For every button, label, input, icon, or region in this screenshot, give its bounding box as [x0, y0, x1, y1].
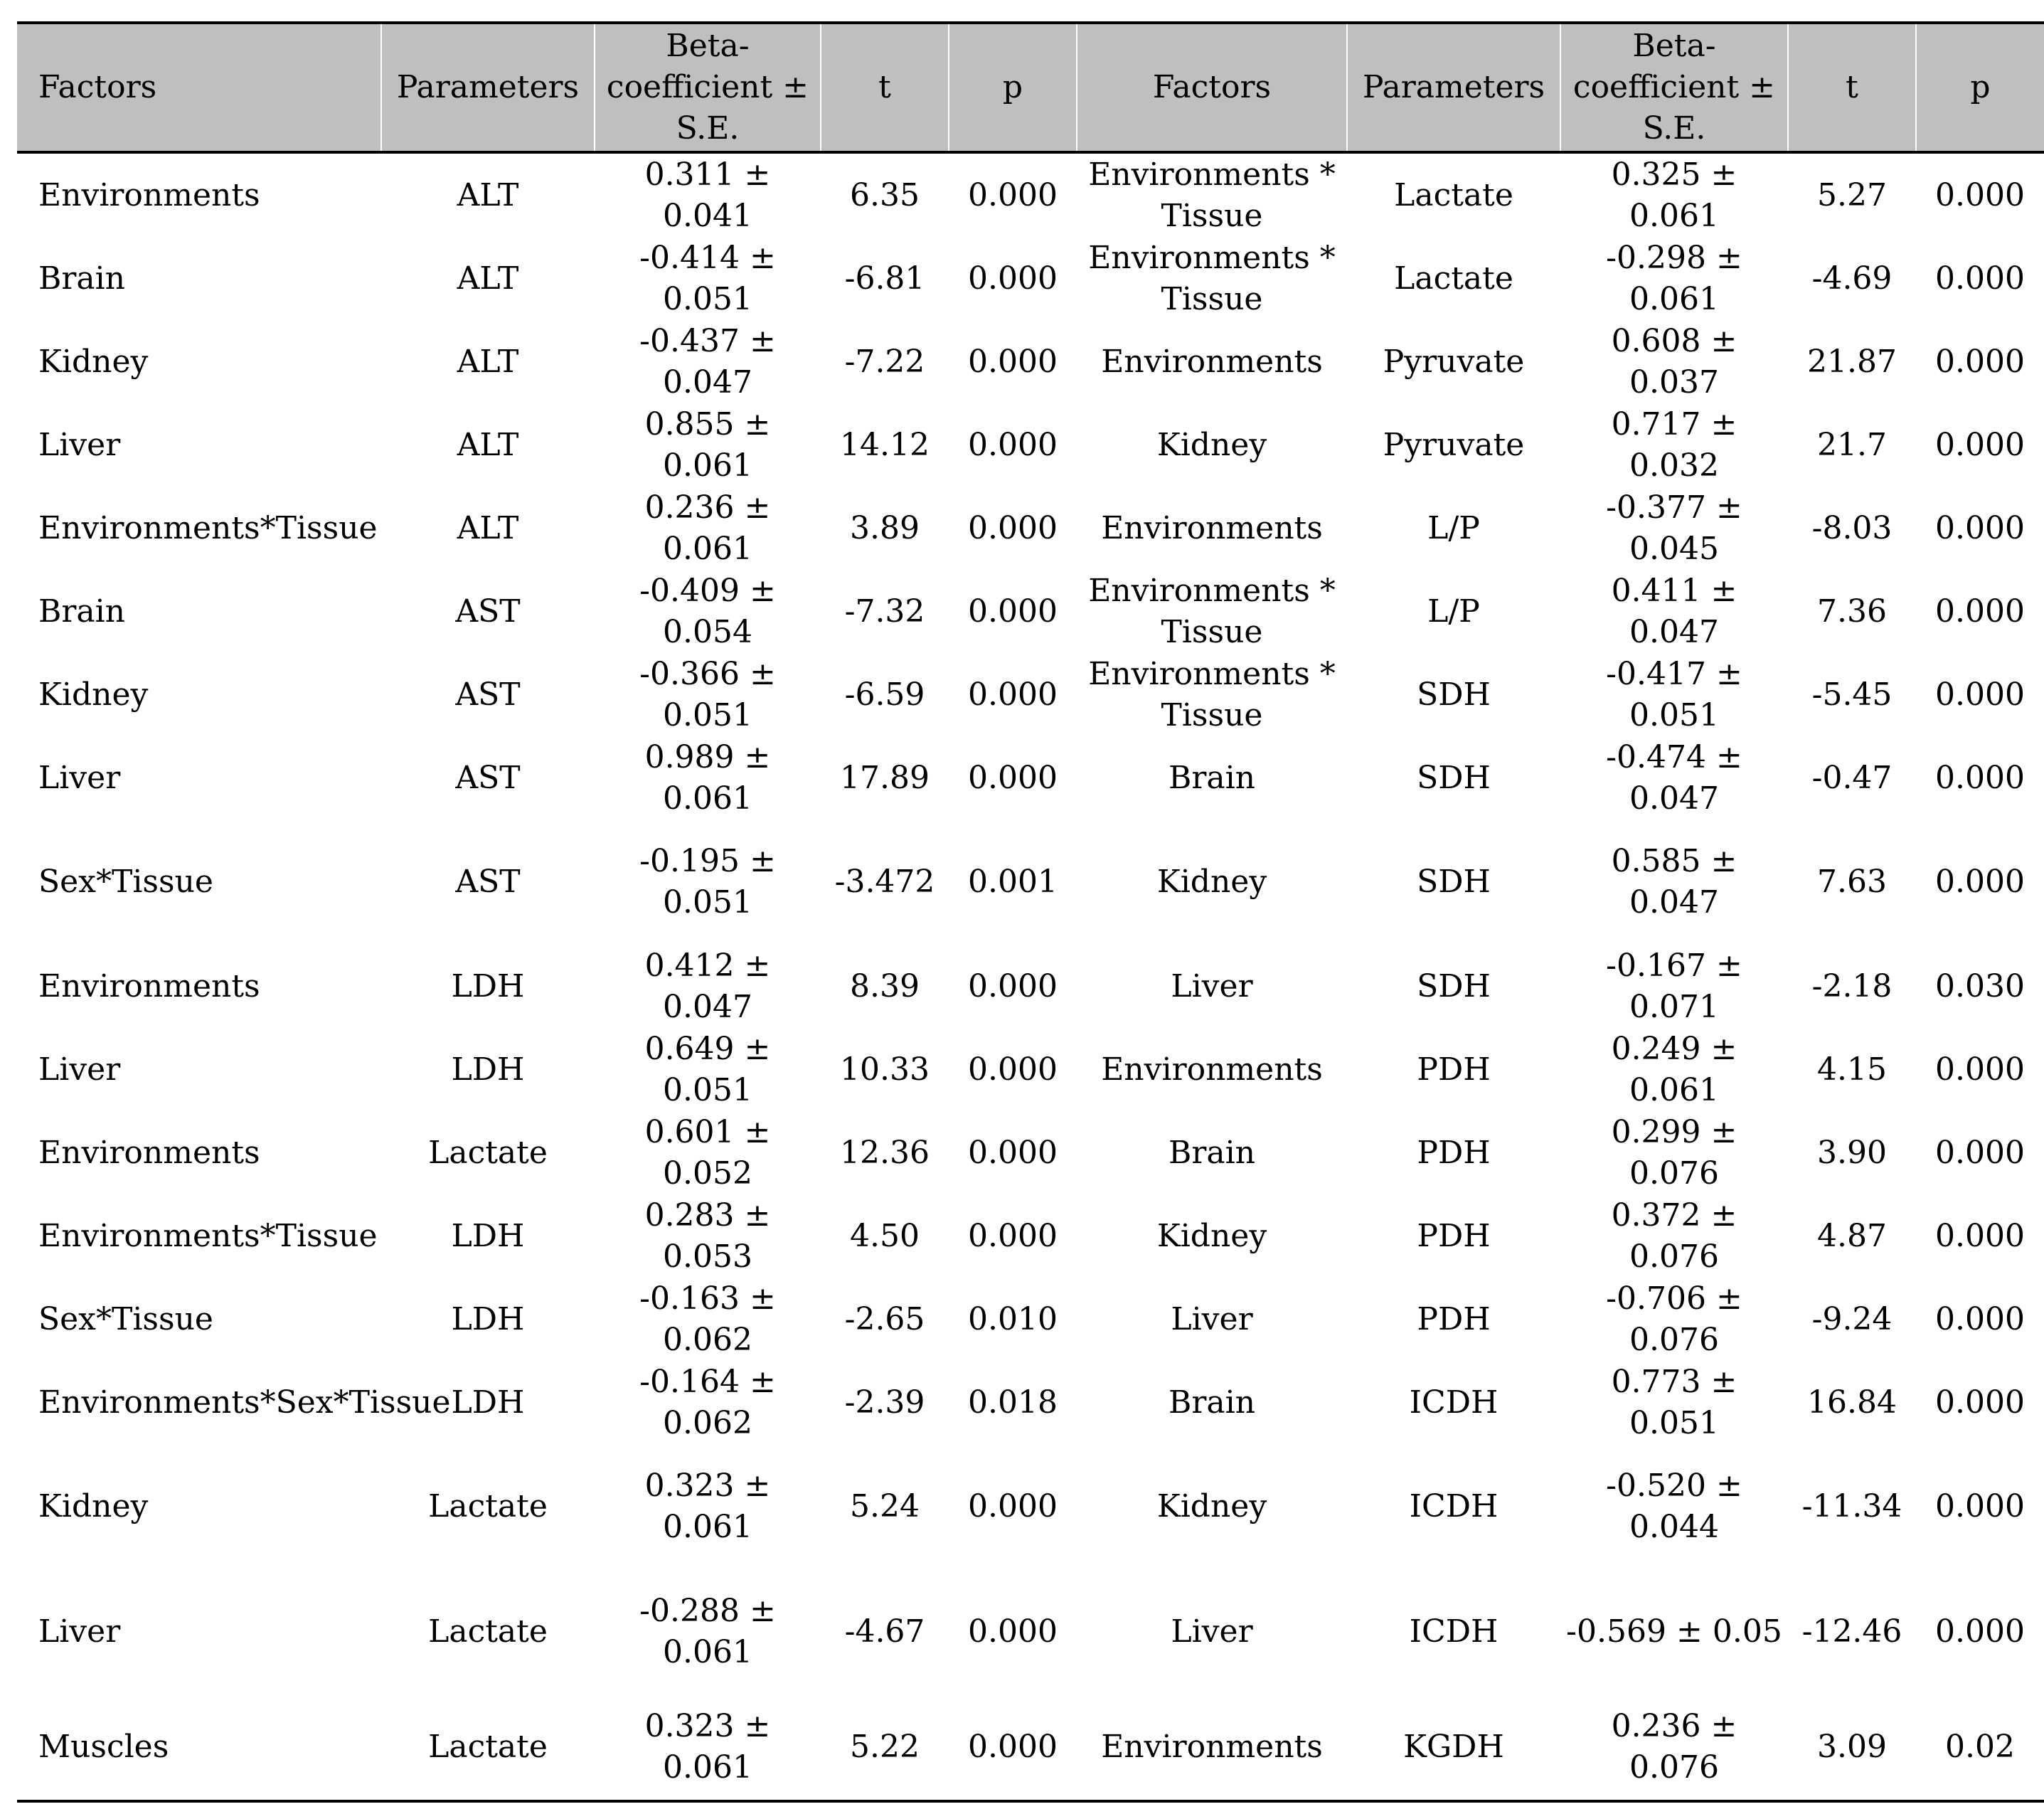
table-body	[17, 152, 2044, 1801]
cell-beta-2: 0.325 ± 0.061	[1611, 156, 1737, 234]
cell-parameter: LDH	[451, 1300, 525, 1337]
cell-t-2: -4.69	[1811, 260, 1893, 297]
cell-parameter: Lactate	[428, 1729, 548, 1765]
cell-t-2: 3.09	[1817, 1729, 1887, 1765]
cell-beta: 0.855 ± 0.061	[644, 405, 771, 484]
cell-parameter: AST	[455, 759, 521, 796]
table-row	[17, 237, 2044, 320]
cell-t: 8.39	[850, 967, 920, 1004]
cell-beta: 0.601 ± 0.052	[644, 1113, 771, 1192]
cell-t: -4.67	[844, 1613, 925, 1650]
header-p-2: p	[1970, 69, 1991, 105]
cell-parameter-2: KGDH	[1403, 1729, 1504, 1765]
cell-p-2: 0.000	[1935, 1488, 2025, 1524]
cell-t: 5.22	[850, 1729, 920, 1765]
cell-p-2: 0.000	[1935, 1613, 2025, 1650]
regression-table	[17, 21, 2044, 1803]
cell-factor: Liver	[38, 426, 121, 463]
cell-beta-2: 0.299 ± 0.076	[1611, 1113, 1737, 1192]
cell-factor-2: Liver	[1171, 1300, 1253, 1337]
cell-parameter-2: ICDH	[1409, 1488, 1499, 1524]
cell-parameter: ALT	[457, 260, 519, 297]
cell-t-2: 7.36	[1817, 593, 1887, 630]
cell-beta: 0.323 ± 0.061	[644, 1468, 771, 1545]
cell-parameter-2: Pyruvate	[1383, 343, 1525, 380]
table-row	[17, 1694, 2044, 1801]
cell-t: -2.39	[844, 1384, 925, 1421]
cell-t: -6.59	[844, 676, 925, 713]
cell-beta-2: 0.372 ± 0.076	[1611, 1197, 1737, 1275]
cell-parameter-2: PDH	[1417, 1051, 1491, 1088]
table-row	[17, 1444, 2044, 1569]
cell-beta: 0.412 ± 0.047	[644, 947, 771, 1025]
cell-beta: 0.311 ± 0.041	[644, 156, 771, 234]
cell-t: 5.24	[850, 1488, 920, 1524]
cell-p-2: 0.000	[1935, 1217, 2025, 1254]
cell-parameter: ALT	[457, 343, 519, 380]
cell-factor-2: Environments * Tissue	[1088, 572, 1336, 650]
cell-p-2: 0.000	[1935, 676, 2025, 713]
cell-t-2: -0.47	[1811, 759, 1893, 796]
cell-p: 0.000	[968, 1134, 1058, 1171]
table-row	[17, 945, 2044, 1028]
cell-beta: 0.283 ± 0.053	[644, 1197, 771, 1275]
cell-p-2: 0.000	[1935, 509, 2025, 546]
cell-beta: -0.366 ± 0.051	[639, 655, 776, 733]
cell-parameter-2: SDH	[1417, 967, 1491, 1004]
cell-p-2: 0.000	[1935, 593, 2025, 630]
cell-parameter-2: SDH	[1417, 676, 1491, 713]
cell-parameter: LDH	[451, 1051, 525, 1088]
cell-factor-2: Brain	[1168, 1134, 1255, 1171]
cell-parameter-2: ICDH	[1409, 1384, 1499, 1421]
table-row	[17, 1361, 2044, 1444]
cell-beta-2: -0.377 ± 0.045	[1606, 489, 1742, 567]
cell-parameter: Lactate	[428, 1488, 548, 1524]
cell-factor-2: Brain	[1168, 1384, 1255, 1421]
header-factors-2: Factors	[1077, 23, 1347, 152]
cell-beta: -0.437 ± 0.047	[639, 322, 776, 401]
table-row	[17, 1111, 2044, 1194]
cell-parameter: LDH	[451, 1384, 525, 1421]
cell-t-2: -2.18	[1811, 967, 1893, 1004]
cell-p-2: 0.030	[1935, 967, 2025, 1004]
cell-p-2: 0.000	[1935, 864, 2025, 900]
cell-t-2: 4.87	[1817, 1217, 1887, 1254]
cell-t: 3.89	[850, 509, 920, 546]
cell-t: -6.81	[844, 260, 925, 297]
cell-factor: Environments	[38, 1134, 260, 1171]
cell-factor: Kidney	[38, 676, 149, 713]
table-row	[17, 653, 2044, 736]
cell-factor-2: Environments	[1101, 1051, 1323, 1088]
header-parameters-2: Parameters	[1347, 23, 1560, 152]
cell-beta-2: -0.569 ± 0.05	[1566, 1613, 1782, 1650]
cell-beta-2: -0.167 ± 0.071	[1606, 947, 1742, 1025]
cell-factor-2: Environments * Tissue	[1088, 239, 1336, 317]
cell-beta: -0.164 ± 0.062	[639, 1363, 776, 1441]
cell-parameter: LDH	[451, 967, 525, 1004]
cell-parameter: LDH	[451, 1217, 525, 1254]
cell-parameter-2: ICDH	[1409, 1613, 1499, 1650]
cell-t-2: -12.46	[1801, 1613, 1902, 1650]
cell-factor-2: Kidney	[1156, 426, 1267, 463]
cell-t: -7.32	[844, 593, 925, 630]
table-row	[17, 1569, 2044, 1694]
cell-beta-2: -0.706 ± 0.076	[1606, 1280, 1742, 1358]
header-parameters: Parameters	[381, 23, 595, 152]
cell-t: -3.472	[834, 864, 935, 900]
cell-t: 14.12	[840, 426, 930, 463]
cell-factor: Kidney	[38, 1488, 149, 1524]
cell-t-2: 21.7	[1817, 426, 1887, 463]
cell-beta: -0.409 ± 0.054	[639, 572, 776, 650]
cell-beta: 0.649 ± 0.051	[644, 1030, 771, 1108]
cell-t: 6.35	[850, 176, 920, 213]
cell-p: 0.000	[968, 1488, 1058, 1524]
cell-p: 0.001	[968, 864, 1058, 900]
cell-p: 0.000	[968, 1729, 1058, 1765]
cell-p-2: 0.000	[1935, 759, 2025, 796]
header-beta-2: Beta-coefficient ± S.E.	[1560, 23, 1788, 152]
cell-beta-2: -0.417 ± 0.051	[1606, 655, 1742, 733]
cell-factor-2: Liver	[1171, 1613, 1253, 1650]
cell-p: 0.000	[968, 967, 1058, 1004]
cell-p-2: 0.000	[1935, 260, 2025, 297]
header-factors: Factors	[17, 23, 381, 152]
cell-p: 0.000	[968, 1051, 1058, 1088]
table-header	[17, 23, 2044, 152]
cell-factor-2: Kidney	[1156, 1488, 1267, 1524]
cell-factor: Liver	[38, 1051, 121, 1088]
cell-t-2: -5.45	[1811, 676, 1893, 713]
cell-parameter-2: PDH	[1417, 1300, 1491, 1337]
cell-factor: Sex*Tissue	[38, 1300, 213, 1337]
cell-t: 4.50	[850, 1217, 920, 1254]
cell-beta: 0.236 ± 0.061	[644, 489, 771, 567]
cell-factor-2: Kidney	[1156, 864, 1267, 900]
header-beta: Beta-coefficient ± S.E.	[595, 23, 821, 152]
cell-parameter-2: SDH	[1417, 759, 1491, 796]
cell-parameter-2: L/P	[1427, 509, 1480, 546]
cell-p: 0.000	[968, 759, 1058, 796]
cell-p-2: 0.000	[1935, 1300, 2025, 1337]
cell-parameter: AST	[455, 864, 521, 900]
table-row	[17, 820, 2044, 945]
cell-t-2: 4.15	[1817, 1051, 1887, 1088]
cell-parameter-2: L/P	[1427, 593, 1480, 630]
cell-t: -2.65	[844, 1300, 925, 1337]
cell-beta: -0.195 ± 0.051	[639, 843, 776, 921]
cell-p-2: 0.000	[1935, 176, 2025, 213]
cell-beta-2: 0.585 ± 0.047	[1611, 843, 1737, 921]
cell-p: 0.000	[968, 593, 1058, 630]
cell-parameter: ALT	[457, 509, 519, 546]
cell-beta: -0.288 ± 0.061	[639, 1593, 776, 1670]
cell-t-2: 16.84	[1807, 1384, 1897, 1421]
cell-p: 0.000	[968, 676, 1058, 713]
cell-parameter-2: PDH	[1417, 1217, 1491, 1254]
cell-beta: -0.414 ± 0.051	[639, 239, 776, 317]
cell-t: 10.33	[840, 1051, 930, 1088]
cell-parameter: Lactate	[428, 1134, 548, 1171]
table-row	[17, 1278, 2044, 1361]
cell-beta-2: 0.608 ± 0.037	[1611, 322, 1737, 401]
header-row	[17, 23, 2044, 152]
cell-parameter: ALT	[457, 426, 519, 463]
cell-p-2: 0.02	[1945, 1729, 2015, 1765]
cell-factor: Liver	[38, 759, 121, 796]
cell-parameter-2: Lactate	[1394, 176, 1513, 213]
cell-p: 0.018	[968, 1384, 1058, 1421]
cell-parameter: Lactate	[428, 1613, 548, 1650]
table-row	[17, 1028, 2044, 1111]
cell-p: 0.010	[968, 1300, 1058, 1337]
table-row	[17, 736, 2044, 820]
cell-factor-2: Environments * Tissue	[1088, 156, 1336, 234]
cell-p: 0.000	[968, 343, 1058, 380]
cell-p: 0.000	[968, 1217, 1058, 1254]
table-row	[17, 570, 2044, 653]
cell-beta-2: 0.717 ± 0.032	[1611, 405, 1737, 484]
cell-t-2: 21.87	[1807, 343, 1897, 380]
cell-factor-2: Environments * Tissue	[1088, 655, 1336, 733]
cell-p: 0.000	[968, 509, 1058, 546]
cell-factor-2: Brain	[1168, 759, 1255, 796]
cell-p-2: 0.000	[1935, 1134, 2025, 1171]
cell-parameter-2: SDH	[1417, 864, 1491, 900]
cell-beta-2: 0.773 ± 0.051	[1611, 1363, 1737, 1441]
cell-beta: 0.989 ± 0.061	[644, 738, 771, 817]
cell-beta-2: 0.236 ± 0.076	[1611, 1708, 1737, 1786]
cell-factor: Brain	[38, 593, 126, 630]
cell-t: -7.22	[844, 343, 925, 380]
cell-factor: Environments	[38, 176, 260, 213]
cell-factor-2: Environments	[1101, 1729, 1323, 1765]
cell-factor: Environments*Tissue	[38, 509, 378, 546]
cell-beta-2: 0.411 ± 0.047	[1611, 572, 1737, 650]
header-t-2: t	[1788, 23, 1916, 152]
cell-factor: Liver	[38, 1613, 121, 1650]
cell-factor: Environments*Sex*Tissue	[38, 1384, 451, 1421]
cell-t-2: -8.03	[1811, 509, 1893, 546]
cell-p-2: 0.000	[1935, 343, 2025, 380]
cell-t-2: -9.24	[1811, 1300, 1893, 1337]
regression-table-container	[17, 21, 2025, 1803]
cell-factor: Brain	[38, 260, 126, 297]
cell-factor-2: Environments	[1101, 343, 1323, 380]
cell-p: 0.000	[968, 176, 1058, 213]
cell-beta-2: -0.474 ± 0.047	[1606, 738, 1742, 817]
cell-factor: Muscles	[38, 1729, 169, 1765]
cell-p: 0.000	[968, 1613, 1058, 1650]
cell-parameter-2: Pyruvate	[1383, 426, 1525, 463]
table-row	[17, 1194, 2044, 1278]
cell-t: 17.89	[840, 759, 930, 796]
table-row	[17, 487, 2044, 570]
cell-parameter: ALT	[457, 176, 519, 213]
cell-factor: Environments*Tissue	[38, 1217, 378, 1254]
cell-t-2: 3.90	[1817, 1134, 1887, 1171]
cell-t-2: -11.34	[1801, 1488, 1902, 1524]
table-row	[17, 320, 2044, 403]
cell-t: 12.36	[840, 1134, 930, 1171]
cell-beta-2: 0.249 ± 0.061	[1611, 1030, 1737, 1108]
cell-beta-2: -0.298 ± 0.061	[1606, 239, 1742, 317]
table-row	[17, 152, 2044, 237]
cell-parameter-2: PDH	[1417, 1134, 1491, 1171]
cell-beta: -0.163 ± 0.062	[639, 1280, 776, 1358]
header-p: p	[949, 23, 1077, 152]
cell-p-2: 0.000	[1935, 1384, 2025, 1421]
cell-t-2: 5.27	[1817, 176, 1887, 213]
cell-t-2: 7.63	[1817, 864, 1887, 900]
cell-p-2: 0.000	[1935, 426, 2025, 463]
cell-p: 0.000	[968, 260, 1058, 297]
cell-factor-2: Kidney	[1156, 1217, 1267, 1254]
cell-factor: Environments	[38, 967, 260, 1004]
header-t: t	[821, 23, 949, 152]
cell-beta-2: -0.520 ± 0.044	[1606, 1468, 1742, 1545]
cell-p: 0.000	[968, 426, 1058, 463]
cell-factor-2: Liver	[1171, 967, 1253, 1004]
cell-beta: 0.323 ± 0.061	[644, 1708, 771, 1786]
cell-parameter: AST	[455, 593, 521, 630]
cell-factor: Sex*Tissue	[38, 864, 213, 900]
cell-p-2: 0.000	[1935, 1051, 2025, 1088]
cell-parameter-2: Lactate	[1394, 260, 1513, 297]
cell-parameter: AST	[455, 676, 521, 713]
cell-factor: Kidney	[38, 343, 149, 380]
table-row	[17, 403, 2044, 487]
cell-factor-2: Environments	[1101, 509, 1323, 546]
